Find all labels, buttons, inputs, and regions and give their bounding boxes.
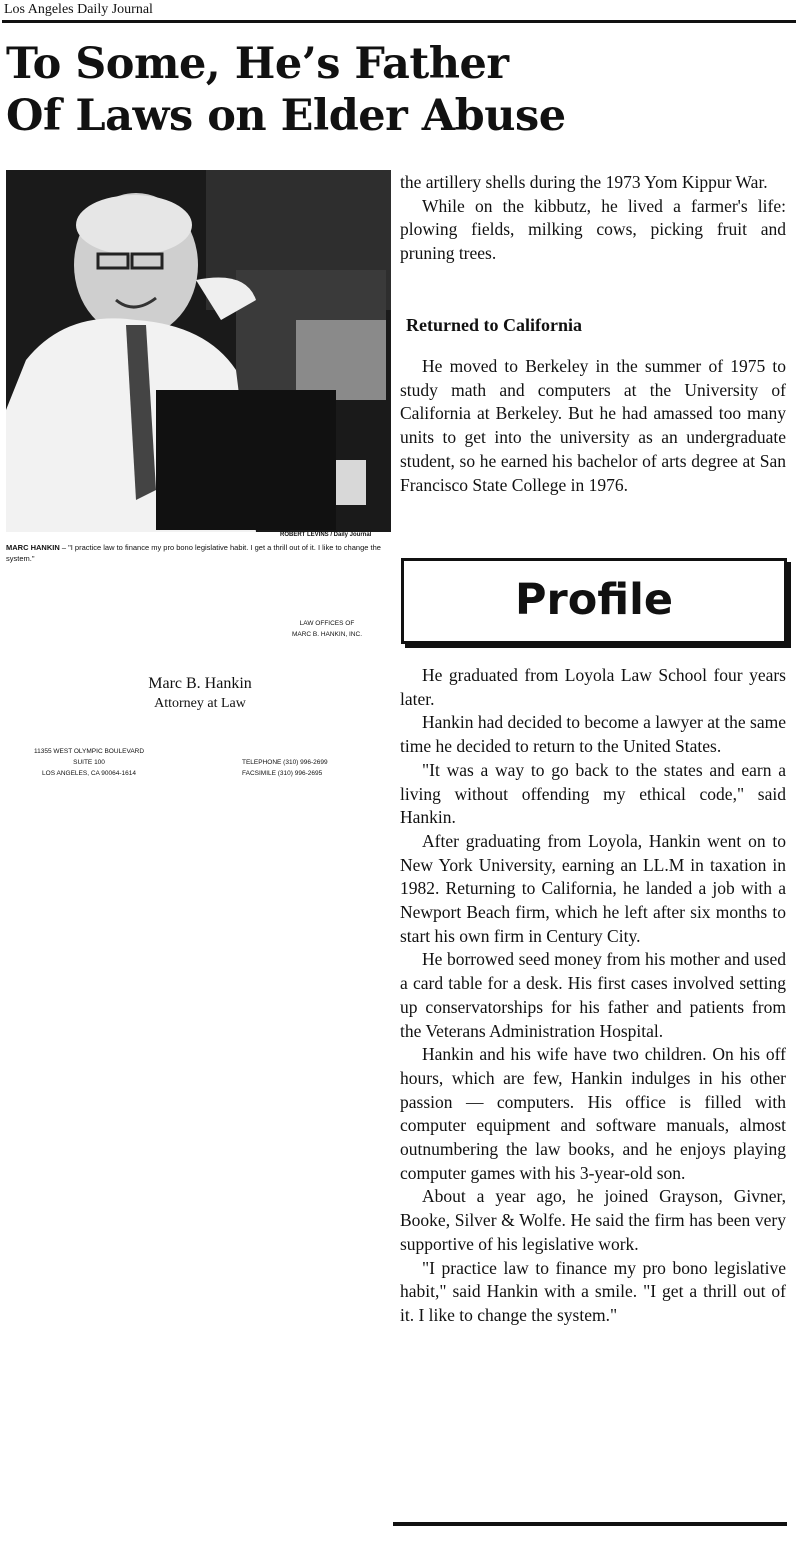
card-firm-line-1: LAW OFFICES OF xyxy=(299,620,355,627)
article-column-top xyxy=(400,171,786,266)
paragraph: About a year ago, he joined Grayson, Givner, Booke, Silver & Wolfe. He said the firm has been very supportive of his legislative work. xyxy=(400,1186,786,1254)
article-column-bottom xyxy=(400,664,786,1328)
card-phone xyxy=(242,757,328,779)
card-firm xyxy=(292,618,362,640)
card-title: Attorney at Law xyxy=(154,696,246,711)
card-address-line-3: LOS ANGELES, CA 90064-1614 xyxy=(42,770,136,777)
photo-caption xyxy=(6,542,391,564)
card-facsimile: FACSIMILE (310) 996-2695 xyxy=(242,770,323,777)
end-rule xyxy=(393,1522,787,1526)
paragraph: While on the kibbutz, he lived a farmer's life: plowing fields, milking cows, picking fruit and pruning trees. xyxy=(400,195,786,264)
paragraph: "It was a way to go back to the states and earn a living without offending my ethical code," said Hankin. xyxy=(400,759,786,828)
profile-label: Profile xyxy=(514,575,674,625)
paragraph: the artillery shells during the 1973 Yom Kippur War. xyxy=(400,172,768,192)
subheading: Returned to California xyxy=(406,315,582,335)
paragraph: "I practice law to finance my pro bono legislative habit," said Hankin with a smile. "I get a thrill out of it. I like to change the system." xyxy=(400,1257,786,1325)
portrait-illustration xyxy=(6,170,391,532)
caption-name: MARC HANKIN xyxy=(6,543,60,552)
paragraph: He borrowed seed money from his mother and used a card table for a desk. His first cases involved setting up conservatorships for his father and patients from the Veterans Administration Hospital. xyxy=(400,949,786,1041)
business-card xyxy=(10,618,390,788)
masthead: Los Angeles Daily Journal xyxy=(4,2,153,17)
portrait-photo xyxy=(6,170,391,532)
profile-box xyxy=(401,558,787,644)
headline-line-2: Of Laws on Elder Abuse xyxy=(6,91,566,141)
card-address-line-2: SUITE 100 xyxy=(73,759,105,766)
card-address xyxy=(34,746,144,779)
paragraph: After graduating from Loyola, Hankin went on to New York University, earning an LL.M in taxation in 1982. Returning to California, he landed a job with a Newport Beach firm, which he left after six months to start his own firm in Century City. xyxy=(400,830,786,946)
paragraph: He moved to Berkeley in the summer of 1975 to study math and computers at the University of California at Berkeley. But he had amassed too many units to get into the university as an undergraduate student, so he earned his bachelor of arts degree at San Francisco State College in 1976. xyxy=(400,356,786,495)
card-name: Marc B. Hankin xyxy=(148,675,252,692)
paragraph: He graduated from Loyola Law School four years later. xyxy=(400,665,786,709)
headline xyxy=(6,38,786,142)
caption-quote: – "I practice law to finance my pro bono legislative habit. I get a thrill out of it. I like to change the system." xyxy=(6,543,381,563)
article-column-middle xyxy=(400,355,786,497)
card-address-line-1: 11355 WEST OLYMPIC BOULEVARD xyxy=(34,748,145,755)
masthead-rule xyxy=(2,20,796,23)
card-telephone: TELEPHONE (310) 996-2699 xyxy=(242,759,328,766)
card-firm-line-2: MARC B. HANKIN, INC. xyxy=(291,631,362,638)
paragraph: Hankin had decided to become a lawyer at the same time he decided to return to the United States. xyxy=(400,712,786,757)
paragraph: Hankin and his wife have two children. On his off hours, which are few, Hankin indulges in his other passion — computers. His office is filled with computer equipment and software manuals, almost outnumbering the law books, and he enjoys playing computer games with his 3-year-old son. xyxy=(400,1044,786,1183)
photo-credit: ROBERT LEVINS / Daily Journal xyxy=(280,532,372,538)
headline-line-1: To Some, He’s Father xyxy=(6,39,509,89)
